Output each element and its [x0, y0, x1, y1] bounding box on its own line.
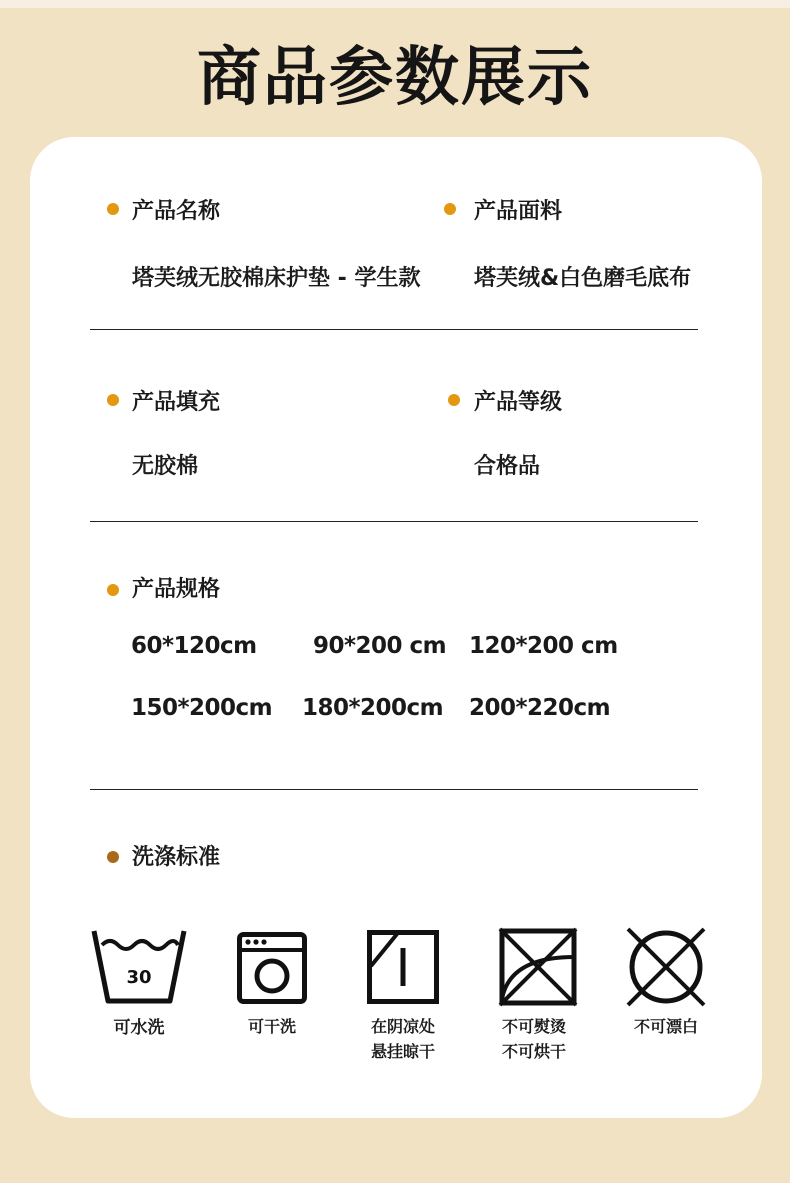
page-title: 商品参数展示 [197, 41, 593, 115]
care-label: 洗涤标准 [132, 845, 221, 870]
bullet-dot [448, 394, 460, 406]
size-option: 180*200cm [302, 695, 444, 721]
filling-value: 无胶棉 [132, 454, 199, 479]
care-text: 可水洗 [113, 1018, 165, 1038]
size-option: 120*200 cm [469, 633, 618, 659]
fabric-label: 产品面料 [474, 199, 563, 224]
divider [90, 521, 698, 522]
size-option: 60*120cm [131, 633, 257, 659]
wash-30-icon [90, 925, 188, 1005]
size-option: 90*200 cm [313, 633, 447, 659]
name-value: 塔芙绒无胶棉床护垫 - 学生款 [132, 266, 421, 291]
grade-value: 合格品 [474, 454, 541, 479]
care-text: 不可漂白 [633, 1017, 698, 1036]
size-option: 200*220cm [469, 695, 611, 721]
shade-hang-dry-icon [367, 930, 439, 1004]
care-text: 可干洗 [247, 1017, 296, 1036]
care-text: 在阴凉处 悬挂晾干 [370, 1017, 435, 1061]
care-text: 不可熨烫 不可烘干 [501, 1017, 566, 1061]
bullet-dot [107, 584, 119, 596]
divider [90, 789, 698, 790]
spec-label: 产品规格 [132, 577, 221, 602]
name-label: 产品名称 [132, 199, 221, 224]
divider [90, 329, 698, 330]
wash-temp: 30 [126, 967, 152, 988]
bullet-dot [107, 394, 119, 406]
bullet-dot [107, 851, 119, 863]
dry-clean-machine-icon [237, 932, 307, 1004]
no-bleach-icon [625, 926, 707, 1008]
bullet-dot [107, 203, 119, 215]
fabric-value: 塔芙绒&白色磨毛底布 [474, 266, 692, 291]
no-iron-no-tumble-icon [498, 927, 578, 1007]
bullet-dot [444, 203, 456, 215]
size-option: 150*200cm [131, 695, 273, 721]
filling-label: 产品填充 [132, 390, 221, 415]
grade-label: 产品等级 [474, 390, 563, 415]
top-band [0, 0, 790, 8]
